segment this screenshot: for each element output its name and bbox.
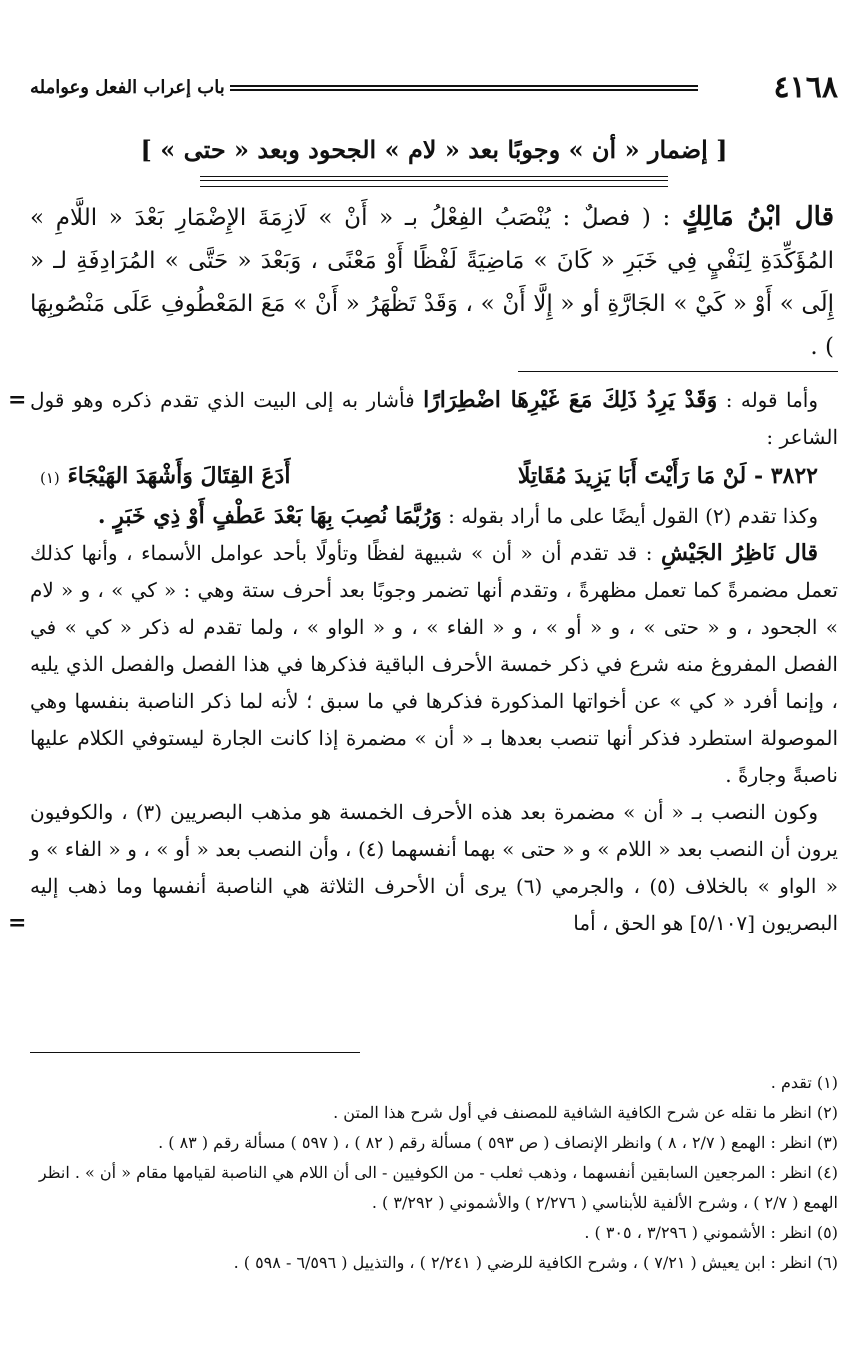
footnote-6: (٦) انظر : ابن يعيش ( ٧/٢١ ) ، وشرح الكافية للرضي ( ٢/٢٤١ ) ، والتذييل ( ٦/٥٩٦ - ٥٩٨ ) . (233, 1253, 838, 1272)
matn-author: قال ابْنُ مَالِكٍ (682, 202, 835, 232)
footnote-4: (٤) انظر : المرجعين السابقين أنفسهما ، وذهب ثعلب - من الكوفيين - الى أن اللام هي الناصبة لقيامها مقام « أن » . انظر الهمع ( ٢/٧ ) ، وشرح الألفية للأبناسي ( ٢/٢٧٦ ) والأشموني ( ٣/٢٩٢ ) . (38, 1163, 838, 1212)
main-text (8, 196, 839, 942)
para3-text: : قد تقدم أن « أن » شبيهة لفظًا وتأولًا بأحد عوامل الأسماء ، وأنها كذلك تعمل مضمرةً كما تعمل مظهرةً ، وتقدم أنها تضمر وجوبًا بعد أحرف ستة وهي : « كي » ، و « لام » الجحود ، و « حتى » ، و « أو » ، و « الفاء » ، و « الواو » ، ولما تقدم له ذكر « كي » في الفصل المفروغ منه شرع في ذكر خمسة الأحرف الباقية فذكرها في هذا الفصل والفصل الذي يليه ، وإنما أفرد « كي » عن أخواتها المذكورة فذكرها في ما سبق ؛ لأنه لما ذكر الناصبة بنفسها وهي الموصولة استطرد فذكر أنها تنصب بعدها بـ « أن » مضمرة إذا كانت الجارة ليستوفي الكلام عليها ناصبةً وجارةً . (30, 541, 838, 787)
verse-footnote-ref: (١) (40, 469, 60, 487)
continuation-marker-bottom: = (8, 910, 27, 936)
para3-author: قال نَاظِرُ الجَيْشِ (660, 540, 819, 566)
verse-number: ٣٨٢٢ - (753, 463, 818, 489)
section-heading: [ إضمار « أن » وجوبًا بعد « لام » الجحود وبعد « حتى » ] (140, 135, 728, 164)
footnotes (30, 1068, 838, 1278)
matn-text: : ( فصلٌ : يُنْصَبُ الفِعْلُ بـ « أَنْ » لَازِمَةَ الإِضْمَارِ بَعْدَ « اللَّامِ » المُؤَكِّدَةِ لِنَفْيٍ فِي خَبَرِ « كَانَ » مَاضِيَةً لَفْظًا أَوْ مَعْنًى ، وَبَعْدَ « حَتَّى » المُرَادِفَةِ لـ « إِلَى » أَوْ « كَيْ » الجَارَّةِ أو « إِلَّا أَنْ » ، وَقَدْ تَظْهَرُ « أَنْ » مَعَ المَعْطُوفِ عَلَى مَنْصُوبِهَا ) . (30, 205, 834, 360)
para2-quote: وَرُبَّمَا نُصِبَ بِهَا بَعْدَ عَطْفٍ أَوْ ذِي خَبَرٍ . (97, 503, 442, 529)
running-title: باب إعراب الفعل وعوامله (30, 77, 225, 98)
continuation-marker-top: = (8, 387, 27, 413)
paragraph-4 (8, 794, 839, 942)
page-number: ٤١٦٨ (773, 70, 838, 105)
footnote-rule (30, 1052, 360, 1053)
matn-rule (518, 371, 838, 372)
para2-text: وكذا تقدم (٢) القول أيضًا على ما أراد بقوله : (448, 504, 818, 528)
verse-first-half (518, 456, 818, 498)
book-page (8, 0, 839, 1351)
header-double-rule (230, 85, 698, 91)
verse-second-hemistich: أَدَعَ القِتَالَ وَأَشْهَدَ الهَيْجَاءَ (67, 463, 291, 489)
matn-paragraph (30, 196, 838, 369)
footnote-1: (١) تقدم . (770, 1073, 838, 1092)
verse-second-half (40, 456, 290, 498)
verse-line (30, 456, 838, 498)
para1-rest: فأشار به إلى البيت الذي تقدم ذكره وهو قول الشاعر : (30, 388, 838, 449)
footnote-5: (٥) انظر : الأشموني ( ٣/٢٩٦ ، ٣٠٥ ) . (584, 1223, 838, 1242)
paragraph-1 (8, 382, 838, 456)
heading-triple-rule (200, 176, 668, 187)
footnote-3: (٣) انظر : الهمع ( ٢/٧ ، ٨ ) وانظر الإنصاف ( ص ٥٩٣ ) مسألة رقم ( ٨٢ ) ، ( ٥٩٧ ) مسألة رقم ( ٨٣ ) . (158, 1133, 838, 1152)
para1-quote: وَقَدْ يَرِدُ ذَلِكَ مَعَ غَيْرِهَا اضْطِرَارًا (423, 387, 718, 413)
footnote-2: (٢) انظر ما نقله عن شرح الكافية الشافية للمصنف في أول شرح هذا المتن . (333, 1103, 838, 1122)
page-header (30, 66, 838, 110)
para4-text: وكون النصب بـ « أن » مضمرة بعد هذه الأحرف الخمسة هو مذهب البصريين (٣) ، والكوفيون يرون أن النصب بعد « اللام » و « حتى » بهما أنفسهما (٤) ، وأن النصب بعد « أو » ، و « الفاء » و « الواو » بالخلاف (٥) ، والجرمي (٦) يرى أن الأحرف الثلاثة هي الناصبة أنفسها وما ذهب إليه البصريون [٥/١٠٧] هو الحق ، أما (30, 800, 839, 935)
paragraph-2 (30, 498, 838, 535)
paragraph-3 (30, 535, 838, 794)
verse-first-hemistich: لَنْ مَا رَأَيْتَ أَبَا يَزِيدَ مُقَاتِلًا (517, 463, 747, 489)
para1-intro: وأما قوله : (725, 388, 818, 412)
